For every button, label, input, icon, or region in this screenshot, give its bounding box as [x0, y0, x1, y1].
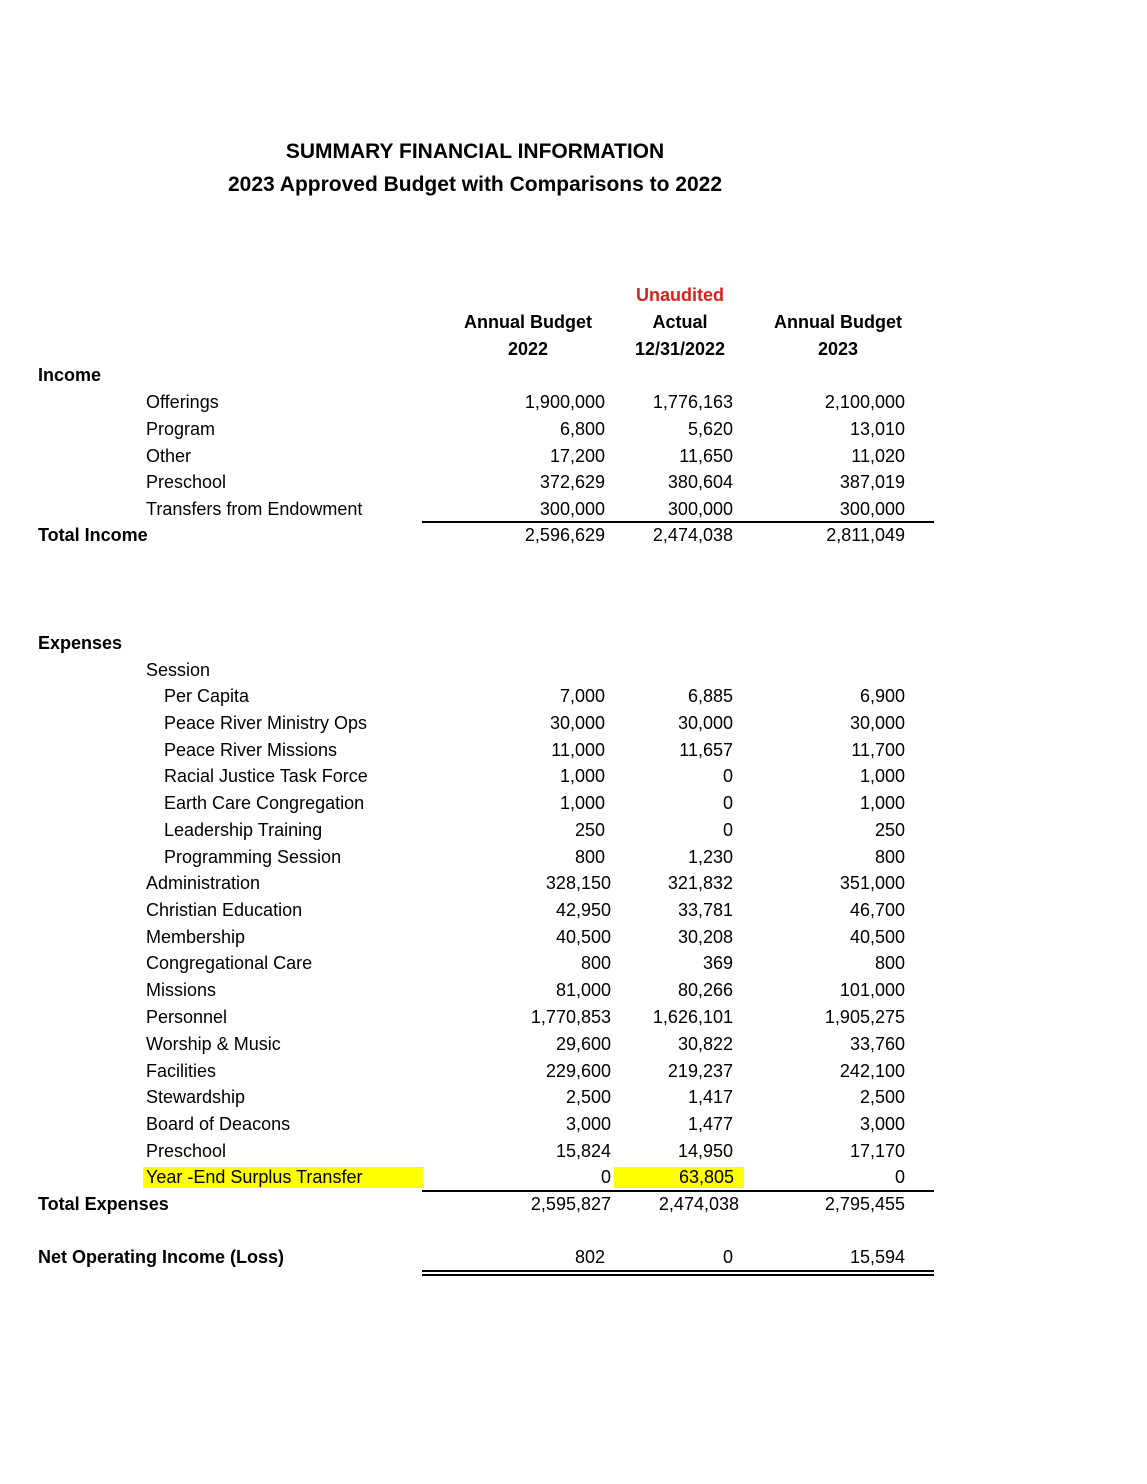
total-expenses-col1: 2,595,827 — [530, 1194, 611, 1214]
session-heading-row — [0, 660, 1147, 687]
row-value-col2: 0 — [722, 793, 733, 813]
col3-header-line1: Annual Budget — [774, 312, 902, 332]
table-row — [0, 1061, 1147, 1088]
table-row — [0, 793, 1147, 820]
row-value-col3: 17,170 — [849, 1141, 905, 1161]
table-row — [0, 927, 1147, 954]
row-value-col1: 7,000 — [559, 686, 605, 706]
row-value-col1: 81,000 — [555, 980, 611, 1000]
row-value-col2: 30,000 — [677, 713, 733, 733]
row-value-col3: 387,019 — [839, 472, 905, 492]
row-value-col2: 300,000 — [667, 499, 733, 519]
row-value-col3: 2,100,000 — [824, 392, 905, 412]
row-label: Membership — [146, 927, 246, 947]
total-income-row — [0, 525, 1147, 552]
table-row — [0, 766, 1147, 793]
surplus-transfer-label: Year -End Surplus Transfer — [143, 1167, 423, 1188]
row-value-col3: 40,500 — [849, 927, 905, 947]
row-value-col2: 1,477 — [687, 1114, 733, 1134]
table-row — [0, 1114, 1147, 1141]
row-value-col2: 219,237 — [667, 1061, 733, 1081]
total-income-col3: 2,811,049 — [826, 525, 905, 545]
col2-header-line1: Actual — [652, 312, 708, 332]
row-value-col3: 33,760 — [849, 1034, 905, 1054]
row-value-col2: 0 — [722, 766, 733, 786]
row-label: Congregational Care — [146, 953, 313, 973]
col3-header-line2: 2023 — [817, 339, 859, 359]
row-label: Worship & Music — [146, 1034, 281, 1054]
row-label: Preschool — [146, 1141, 227, 1161]
row-value-col1: 2,500 — [565, 1087, 611, 1107]
row-value-col1: 800 — [580, 953, 611, 973]
row-value-col1: 42,950 — [555, 900, 611, 920]
total-expenses-row — [0, 1194, 1147, 1221]
total-expenses-label: Total Expenses — [38, 1194, 169, 1214]
row-value-col2: 33,781 — [677, 900, 733, 920]
row-value-col2: 5,620 — [687, 419, 733, 439]
row-value-col1: 372,629 — [539, 472, 605, 492]
total-expenses-col2: 2,474,038 — [658, 1194, 739, 1214]
expenses-heading: Expenses — [38, 633, 123, 653]
table-row — [0, 1141, 1147, 1168]
row-value-col3: 3,000 — [859, 1114, 905, 1134]
row-value-col1: 30,000 — [549, 713, 605, 733]
net-operating-label: Net Operating Income (Loss) — [38, 1247, 285, 1267]
row-value-col1: 17,200 — [549, 446, 605, 466]
net-operating-col3: 15,594 — [849, 1247, 905, 1267]
row-label: Facilities — [146, 1061, 217, 1081]
surplus-transfer-col3: 0 — [894, 1167, 905, 1187]
net-operating-col2: 0 — [722, 1247, 733, 1267]
table-row — [0, 392, 1147, 419]
row-value-col1: 1,900,000 — [524, 392, 605, 412]
row-value-col2: 30,208 — [677, 927, 733, 947]
row-value-col1: 1,770,853 — [530, 1007, 611, 1027]
row-label: Programming Session — [164, 847, 342, 867]
row-value-col2: 11,650 — [679, 446, 733, 466]
row-value-col2: 30,822 — [677, 1034, 733, 1054]
surplus-transfer-col1: 0 — [600, 1167, 611, 1187]
row-value-col3: 6,900 — [859, 686, 905, 706]
row-value-col3: 13,010 — [849, 419, 905, 439]
row-value-col3: 1,905,275 — [824, 1007, 905, 1027]
expenses-subtotal-line — [422, 1190, 934, 1192]
row-value-col2: 1,776,163 — [652, 392, 733, 412]
table-row — [0, 686, 1147, 713]
row-value-col1: 800 — [574, 847, 605, 867]
row-label: Offerings — [146, 392, 219, 412]
row-label: Missions — [146, 980, 217, 1000]
row-label: Transfers from Endowment — [146, 499, 363, 519]
table-row — [0, 472, 1147, 499]
row-label: Board of Deacons — [146, 1114, 291, 1134]
income-heading: Income — [38, 365, 102, 385]
row-value-col1: 29,600 — [555, 1034, 611, 1054]
col1-header-line2: 2022 — [507, 339, 549, 359]
row-value-col1: 1,000 — [559, 793, 605, 813]
row-value-col1: 11,000 — [551, 740, 605, 760]
row-value-col1: 40,500 — [555, 927, 611, 947]
table-row — [0, 740, 1147, 767]
row-value-col3: 800 — [874, 953, 905, 973]
total-expenses-col3: 2,795,455 — [824, 1194, 905, 1214]
table-row — [0, 1007, 1147, 1034]
row-label: Personnel — [146, 1007, 228, 1027]
row-label: Per Capita — [164, 686, 250, 706]
row-value-col1: 229,600 — [545, 1061, 611, 1081]
row-value-col3: 11,700 — [851, 740, 905, 760]
row-label: Administration — [146, 873, 261, 893]
table-row — [0, 980, 1147, 1007]
row-label: Christian Education — [146, 900, 303, 920]
table-row — [0, 820, 1147, 847]
row-value-col2: 0 — [722, 820, 733, 840]
row-value-col3: 800 — [874, 847, 905, 867]
row-value-col2: 1,626,101 — [652, 1007, 733, 1027]
row-value-col3: 300,000 — [839, 499, 905, 519]
row-value-col3: 1,000 — [859, 793, 905, 813]
row-value-col1: 3,000 — [565, 1114, 611, 1134]
row-label: Other — [146, 446, 192, 466]
table-row — [0, 713, 1147, 740]
expenses-heading-row — [0, 633, 1147, 660]
row-label: Peace River Missions — [164, 740, 338, 760]
session-heading: Session — [146, 660, 211, 680]
row-value-col2: 380,604 — [667, 472, 733, 492]
row-value-col2: 1,230 — [687, 847, 733, 867]
row-label: Earth Care Congregation — [164, 793, 365, 813]
row-value-col2: 6,885 — [687, 686, 733, 706]
row-label: Racial Justice Task Force — [164, 766, 368, 786]
page-title: SUMMARY FINANCIAL INFORMATION — [285, 140, 665, 163]
total-income-col1: 2,596,629 — [524, 525, 605, 545]
net-double-line-top — [422, 1270, 934, 1272]
row-label: Leadership Training — [164, 820, 323, 840]
income-heading-row — [0, 365, 1147, 392]
income-subtotal-line — [422, 521, 934, 523]
row-value-col2: 80,266 — [677, 980, 733, 1000]
table-row — [0, 446, 1147, 473]
table-row — [0, 419, 1147, 446]
net-operating-col1: 802 — [574, 1247, 605, 1267]
row-value-col2: 11,657 — [679, 740, 733, 760]
row-value-col1: 250 — [574, 820, 605, 840]
table-row — [0, 1034, 1147, 1061]
surplus-transfer-col2: 63,805 — [614, 1167, 744, 1188]
row-value-col1: 15,824 — [555, 1141, 611, 1161]
row-value-col3: 1,000 — [859, 766, 905, 786]
row-value-col3: 101,000 — [839, 980, 905, 1000]
row-value-col3: 46,700 — [849, 900, 905, 920]
row-value-col3: 250 — [874, 820, 905, 840]
row-value-col1: 6,800 — [559, 419, 605, 439]
row-value-col1: 328,150 — [545, 873, 611, 893]
row-label: Preschool — [146, 472, 227, 492]
row-value-col3: 11,020 — [851, 446, 905, 466]
row-label: Stewardship — [146, 1087, 246, 1107]
row-value-col2: 321,832 — [667, 873, 733, 893]
col2-header-line2: 12/31/2022 — [634, 339, 726, 359]
unaudited-note: Unaudited — [636, 285, 724, 305]
total-income-label: Total Income — [38, 525, 148, 545]
table-row — [0, 847, 1147, 874]
row-value-col3: 30,000 — [849, 713, 905, 733]
table-row — [0, 873, 1147, 900]
row-value-col3: 2,500 — [859, 1087, 905, 1107]
total-income-col2: 2,474,038 — [652, 525, 733, 545]
row-value-col2: 1,417 — [687, 1087, 733, 1107]
row-value-col1: 1,000 — [559, 766, 605, 786]
row-value-col2: 14,950 — [677, 1141, 733, 1161]
row-value-col3: 242,100 — [839, 1061, 905, 1081]
table-row — [0, 1087, 1147, 1114]
row-value-col3: 351,000 — [839, 873, 905, 893]
net-double-line-bottom — [422, 1274, 934, 1276]
table-row — [0, 900, 1147, 927]
row-value-col2: 369 — [702, 953, 733, 973]
row-value-col1: 300,000 — [539, 499, 605, 519]
table-row — [0, 953, 1147, 980]
page-subtitle: 2023 Approved Budget with Comparisons to 2022 — [228, 173, 722, 196]
row-label: Program — [146, 419, 216, 439]
col1-header-line1: Annual Budget — [464, 312, 592, 332]
row-label: Peace River Ministry Ops — [164, 713, 368, 733]
